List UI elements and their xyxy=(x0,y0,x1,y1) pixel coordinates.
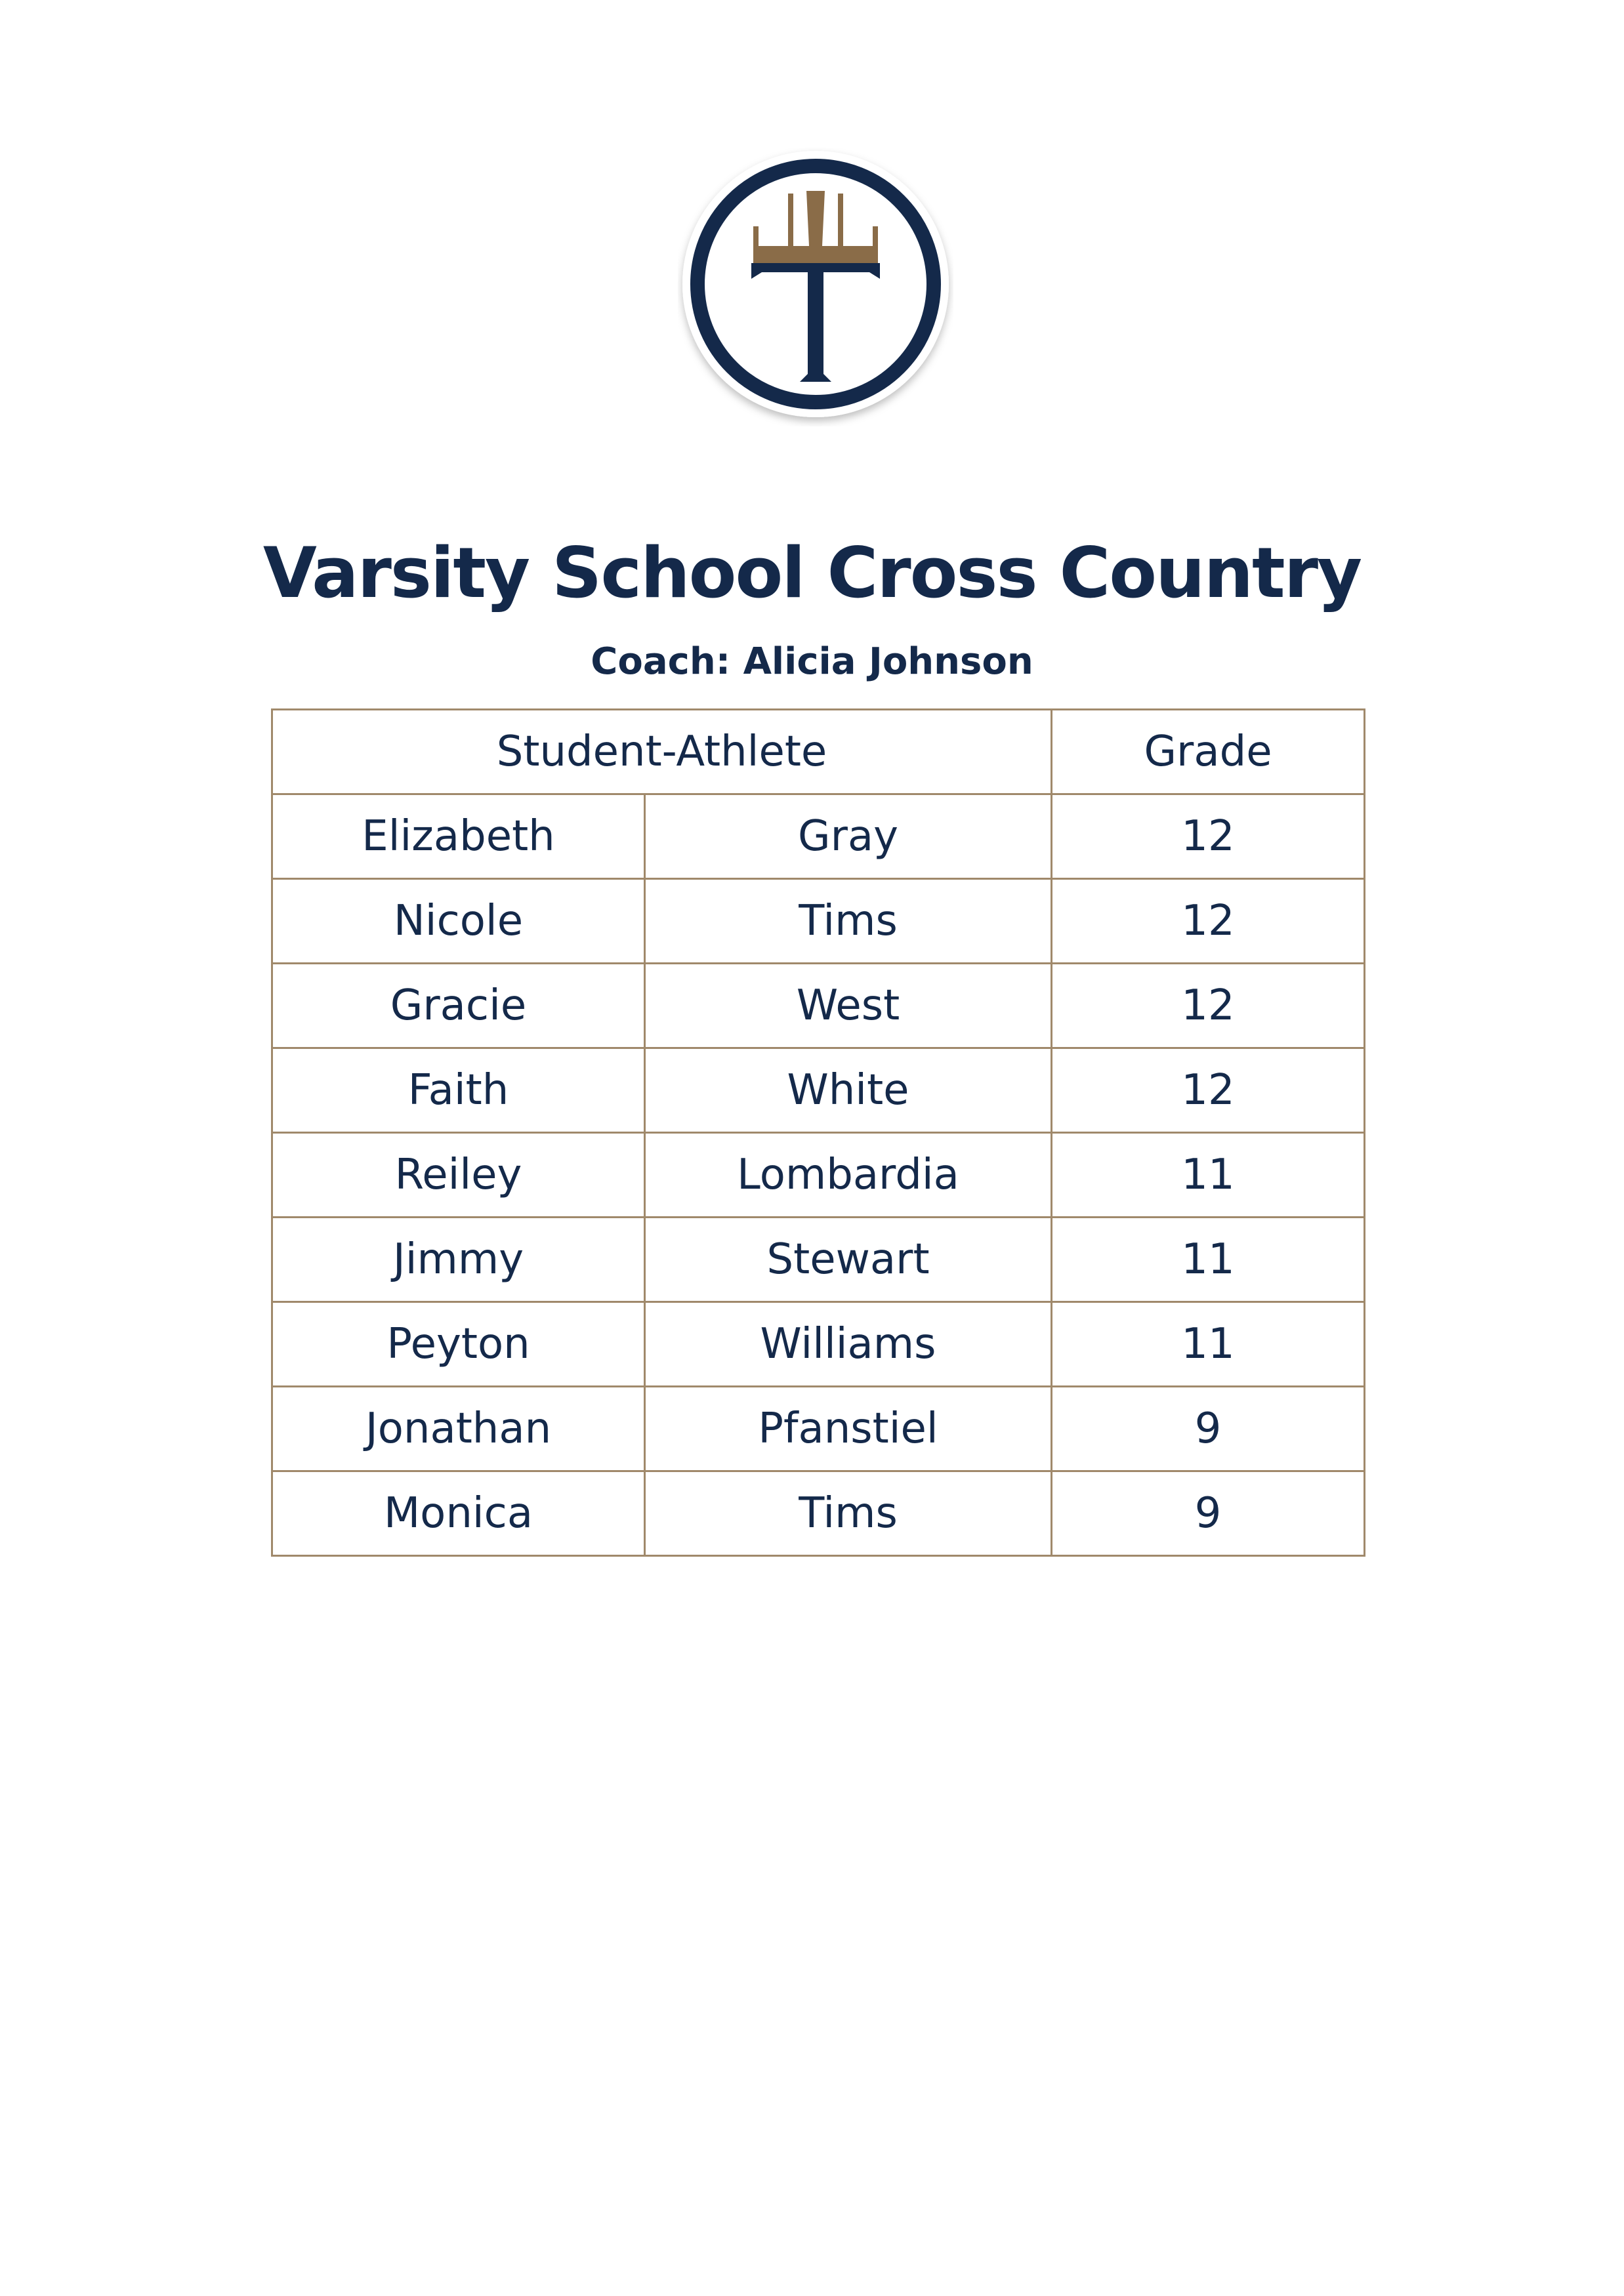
last-name-cell: West xyxy=(645,964,1052,1048)
last-name-cell: White xyxy=(645,1048,1052,1133)
coach-name: Coach: Alicia Johnson xyxy=(591,640,1033,683)
table-row xyxy=(272,1133,1365,1218)
table-row xyxy=(272,1387,1365,1471)
first-name-cell: Gracie xyxy=(272,964,645,1048)
table-row xyxy=(272,1302,1365,1387)
table-header-row xyxy=(272,710,1365,794)
first-name-cell: Reiley xyxy=(272,1133,645,1218)
cross-emblem-icon xyxy=(678,148,953,426)
grade-cell: 9 xyxy=(1052,1471,1365,1556)
roster-table xyxy=(271,708,1365,1557)
table-row xyxy=(272,964,1365,1048)
grade-cell: 9 xyxy=(1052,1387,1365,1471)
first-name-cell: Monica xyxy=(272,1471,645,1556)
grade-cell: 12 xyxy=(1052,879,1365,964)
table-row xyxy=(272,1218,1365,1302)
last-name-cell: Pfanstiel xyxy=(645,1387,1052,1471)
grade-cell: 12 xyxy=(1052,964,1365,1048)
table-row xyxy=(272,879,1365,964)
page-title: Varsity School Cross Country xyxy=(262,533,1362,613)
first-name-cell: Faith xyxy=(272,1048,645,1133)
grade-cell: 12 xyxy=(1052,794,1365,879)
column-header-student-athlete: Student-Athlete xyxy=(272,710,1052,794)
last-name-cell: Stewart xyxy=(645,1218,1052,1302)
grade-cell: 11 xyxy=(1052,1218,1365,1302)
table-row xyxy=(272,1471,1365,1556)
grade-cell: 11 xyxy=(1052,1302,1365,1387)
last-name-cell: Tims xyxy=(645,1471,1052,1556)
last-name-cell: Williams xyxy=(645,1302,1052,1387)
grade-cell: 12 xyxy=(1052,1048,1365,1133)
first-name-cell: Jonathan xyxy=(272,1387,645,1471)
column-header-grade: Grade xyxy=(1052,710,1365,794)
table-row xyxy=(272,1048,1365,1133)
first-name-cell: Jimmy xyxy=(272,1218,645,1302)
table-row xyxy=(272,794,1365,879)
last-name-cell: Tims xyxy=(645,879,1052,964)
last-name-cell: Lombardia xyxy=(645,1133,1052,1218)
first-name-cell: Nicole xyxy=(272,879,645,964)
first-name-cell: Elizabeth xyxy=(272,794,645,879)
last-name-cell: Gray xyxy=(645,794,1052,879)
first-name-cell: Peyton xyxy=(272,1302,645,1387)
grade-cell: 11 xyxy=(1052,1133,1365,1218)
